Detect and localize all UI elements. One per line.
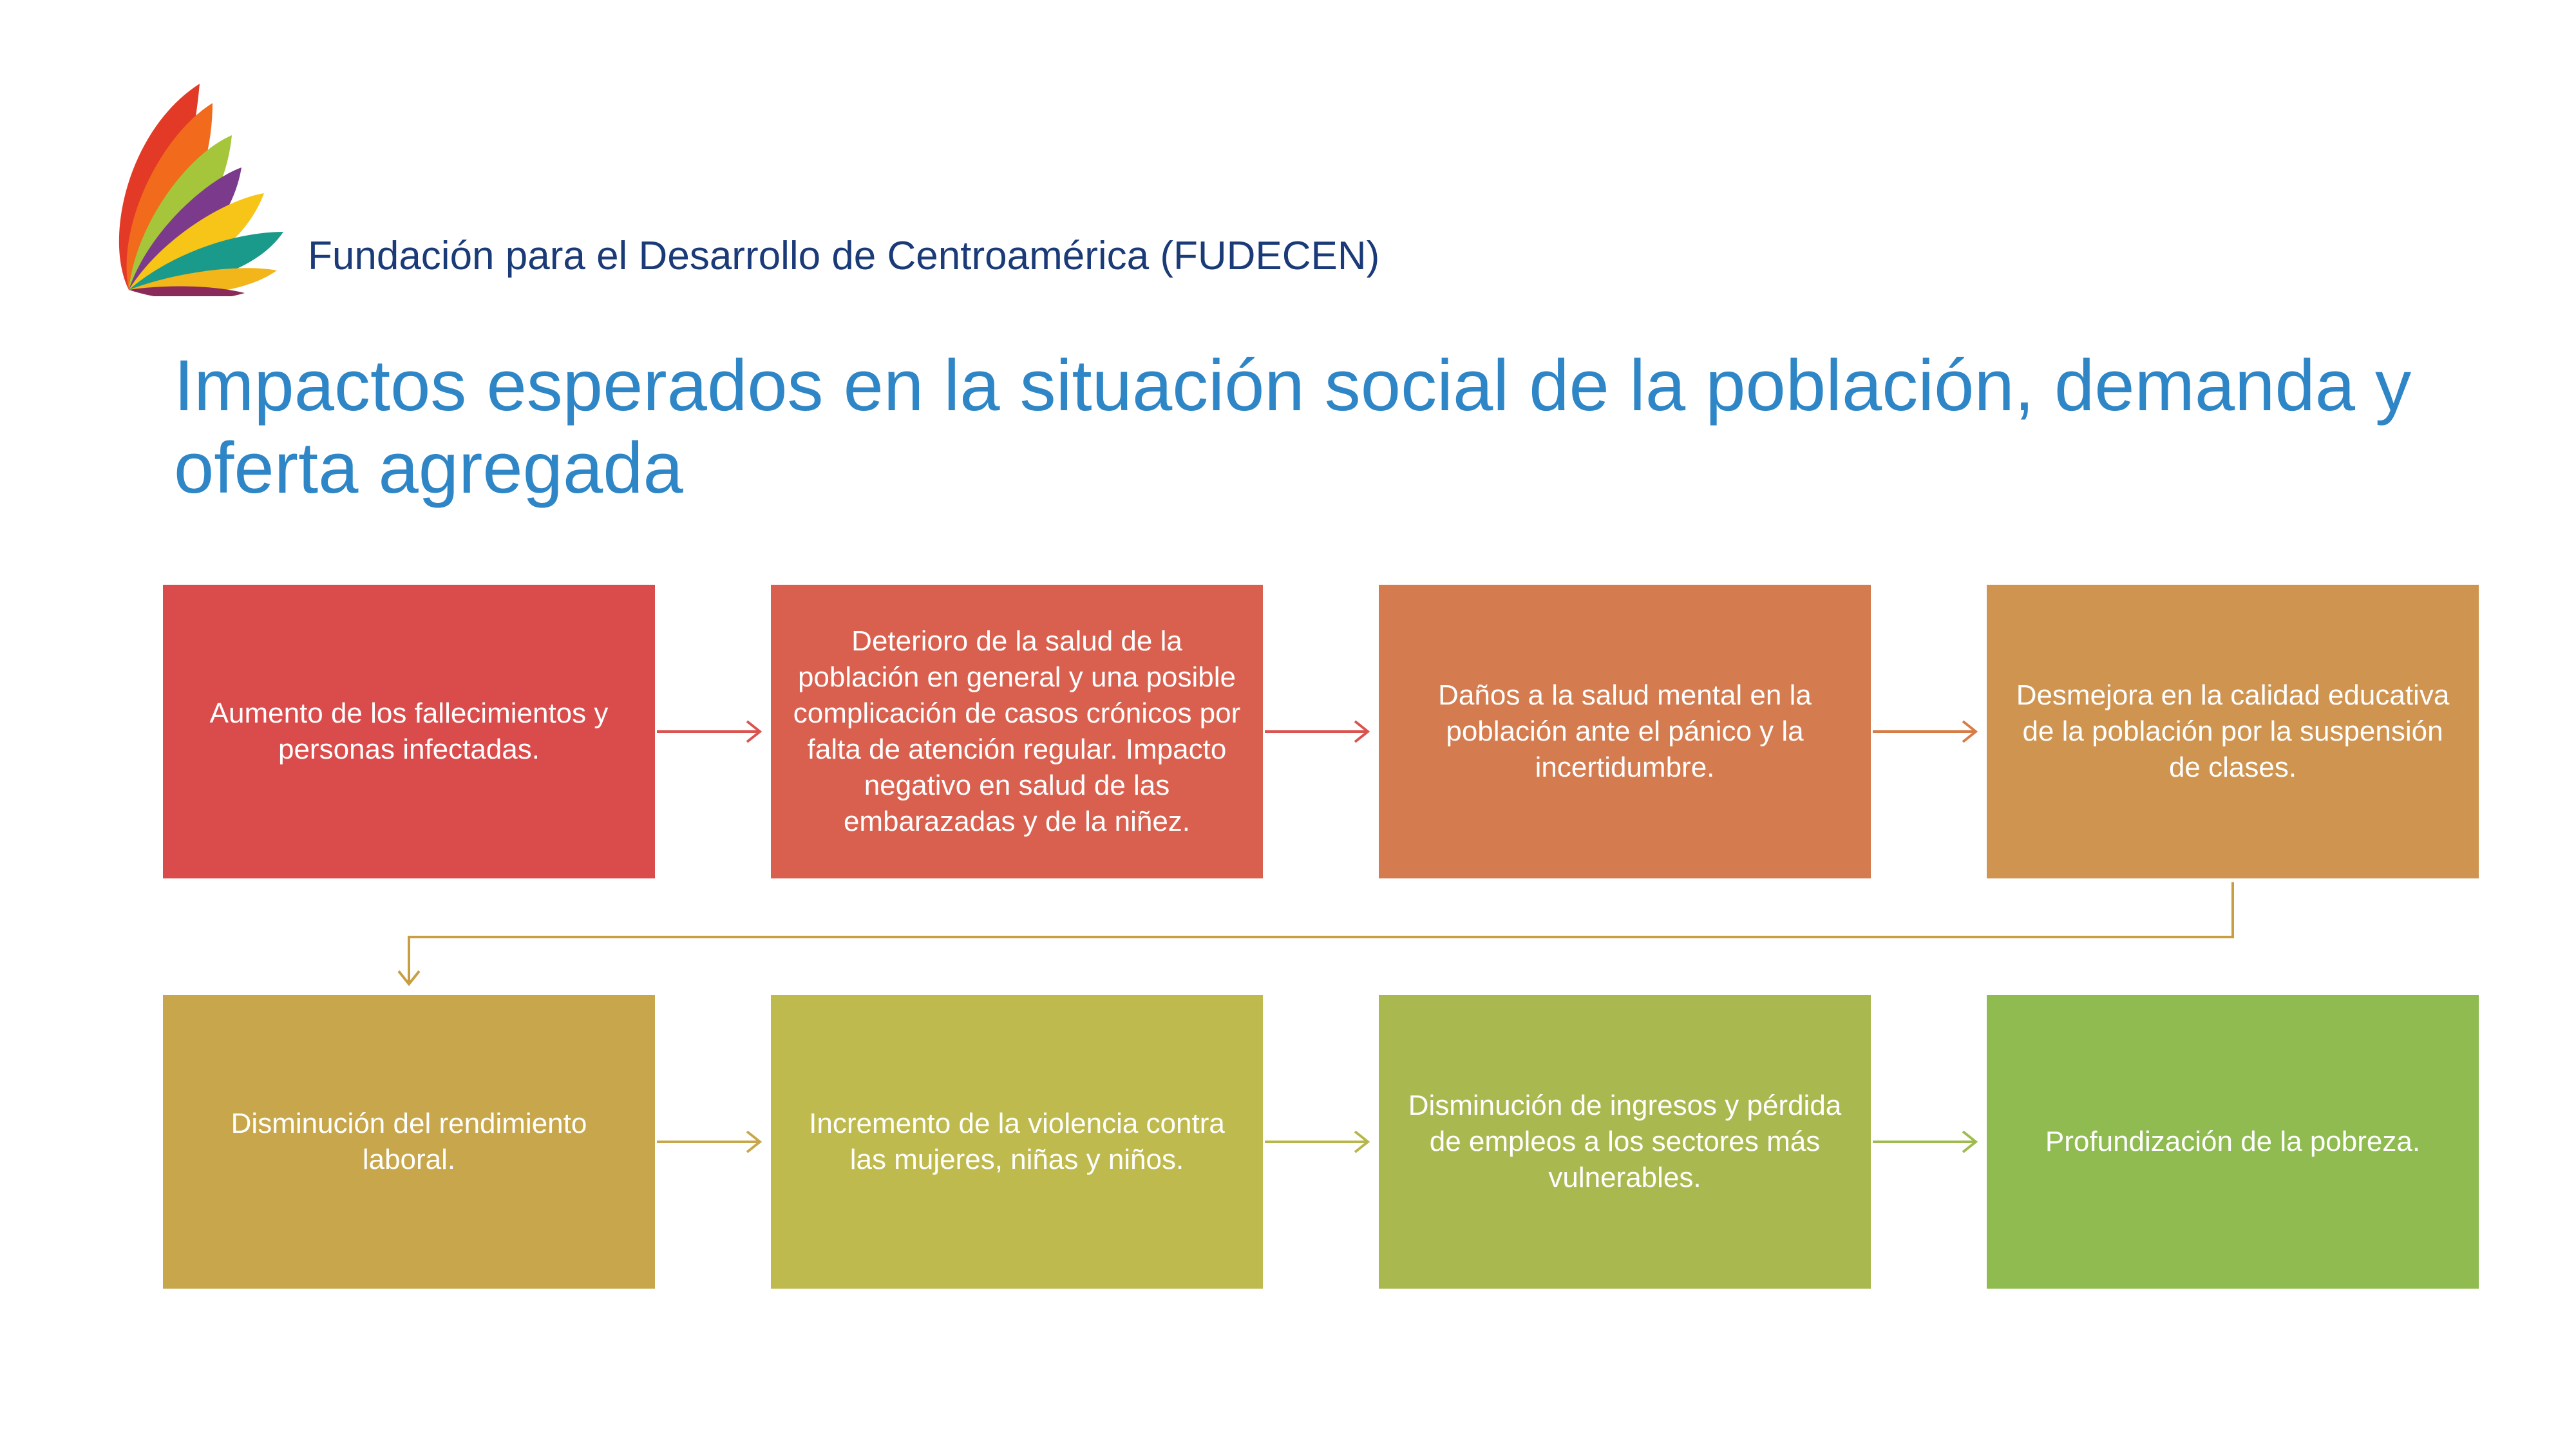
arrow-connector [657, 1132, 760, 1152]
flow-step: Profundización de la pobreza. [1987, 995, 2479, 1289]
organization-name: Fundación para el Desarrollo de Centroamérica (FUDECEN) [308, 234, 1380, 278]
arrow-connector [1265, 1132, 1368, 1152]
flow-step: Deterioro de la salud de la población en general y una posible complicación de casos crónicos por falta de atención regular. Impacto negativo en salud de las embarazadas y de la niñez. [771, 585, 1263, 878]
flow-step: Disminución del rendimiento laboral. [163, 995, 655, 1289]
arrow-connector [1873, 721, 1976, 742]
flow-step: Desmejora en la calidad educativa de la población por la suspensión de clases. [1987, 585, 2479, 878]
page-title: Impactos esperados en la situación social de la población, demanda y oferta agregada [174, 345, 2412, 508]
flow-step: Aumento de los fallecimientos y personas infectadas. [163, 585, 655, 878]
arrow-connector [1265, 721, 1368, 742]
flow-step: Disminución de ingresos y pérdida de empleos a los sectores más vulnerables. [1379, 995, 1871, 1289]
flow-step: Incremento de la violencia contra las mujeres, niñas y niños. [771, 995, 1263, 1289]
flow-step: Daños a la salud mental en la población ante el pánico y la incertidumbre. [1379, 585, 1871, 878]
arrow-connector [1873, 1132, 1976, 1152]
arrow-connector [657, 721, 760, 742]
arrow-connector [399, 882, 2233, 984]
